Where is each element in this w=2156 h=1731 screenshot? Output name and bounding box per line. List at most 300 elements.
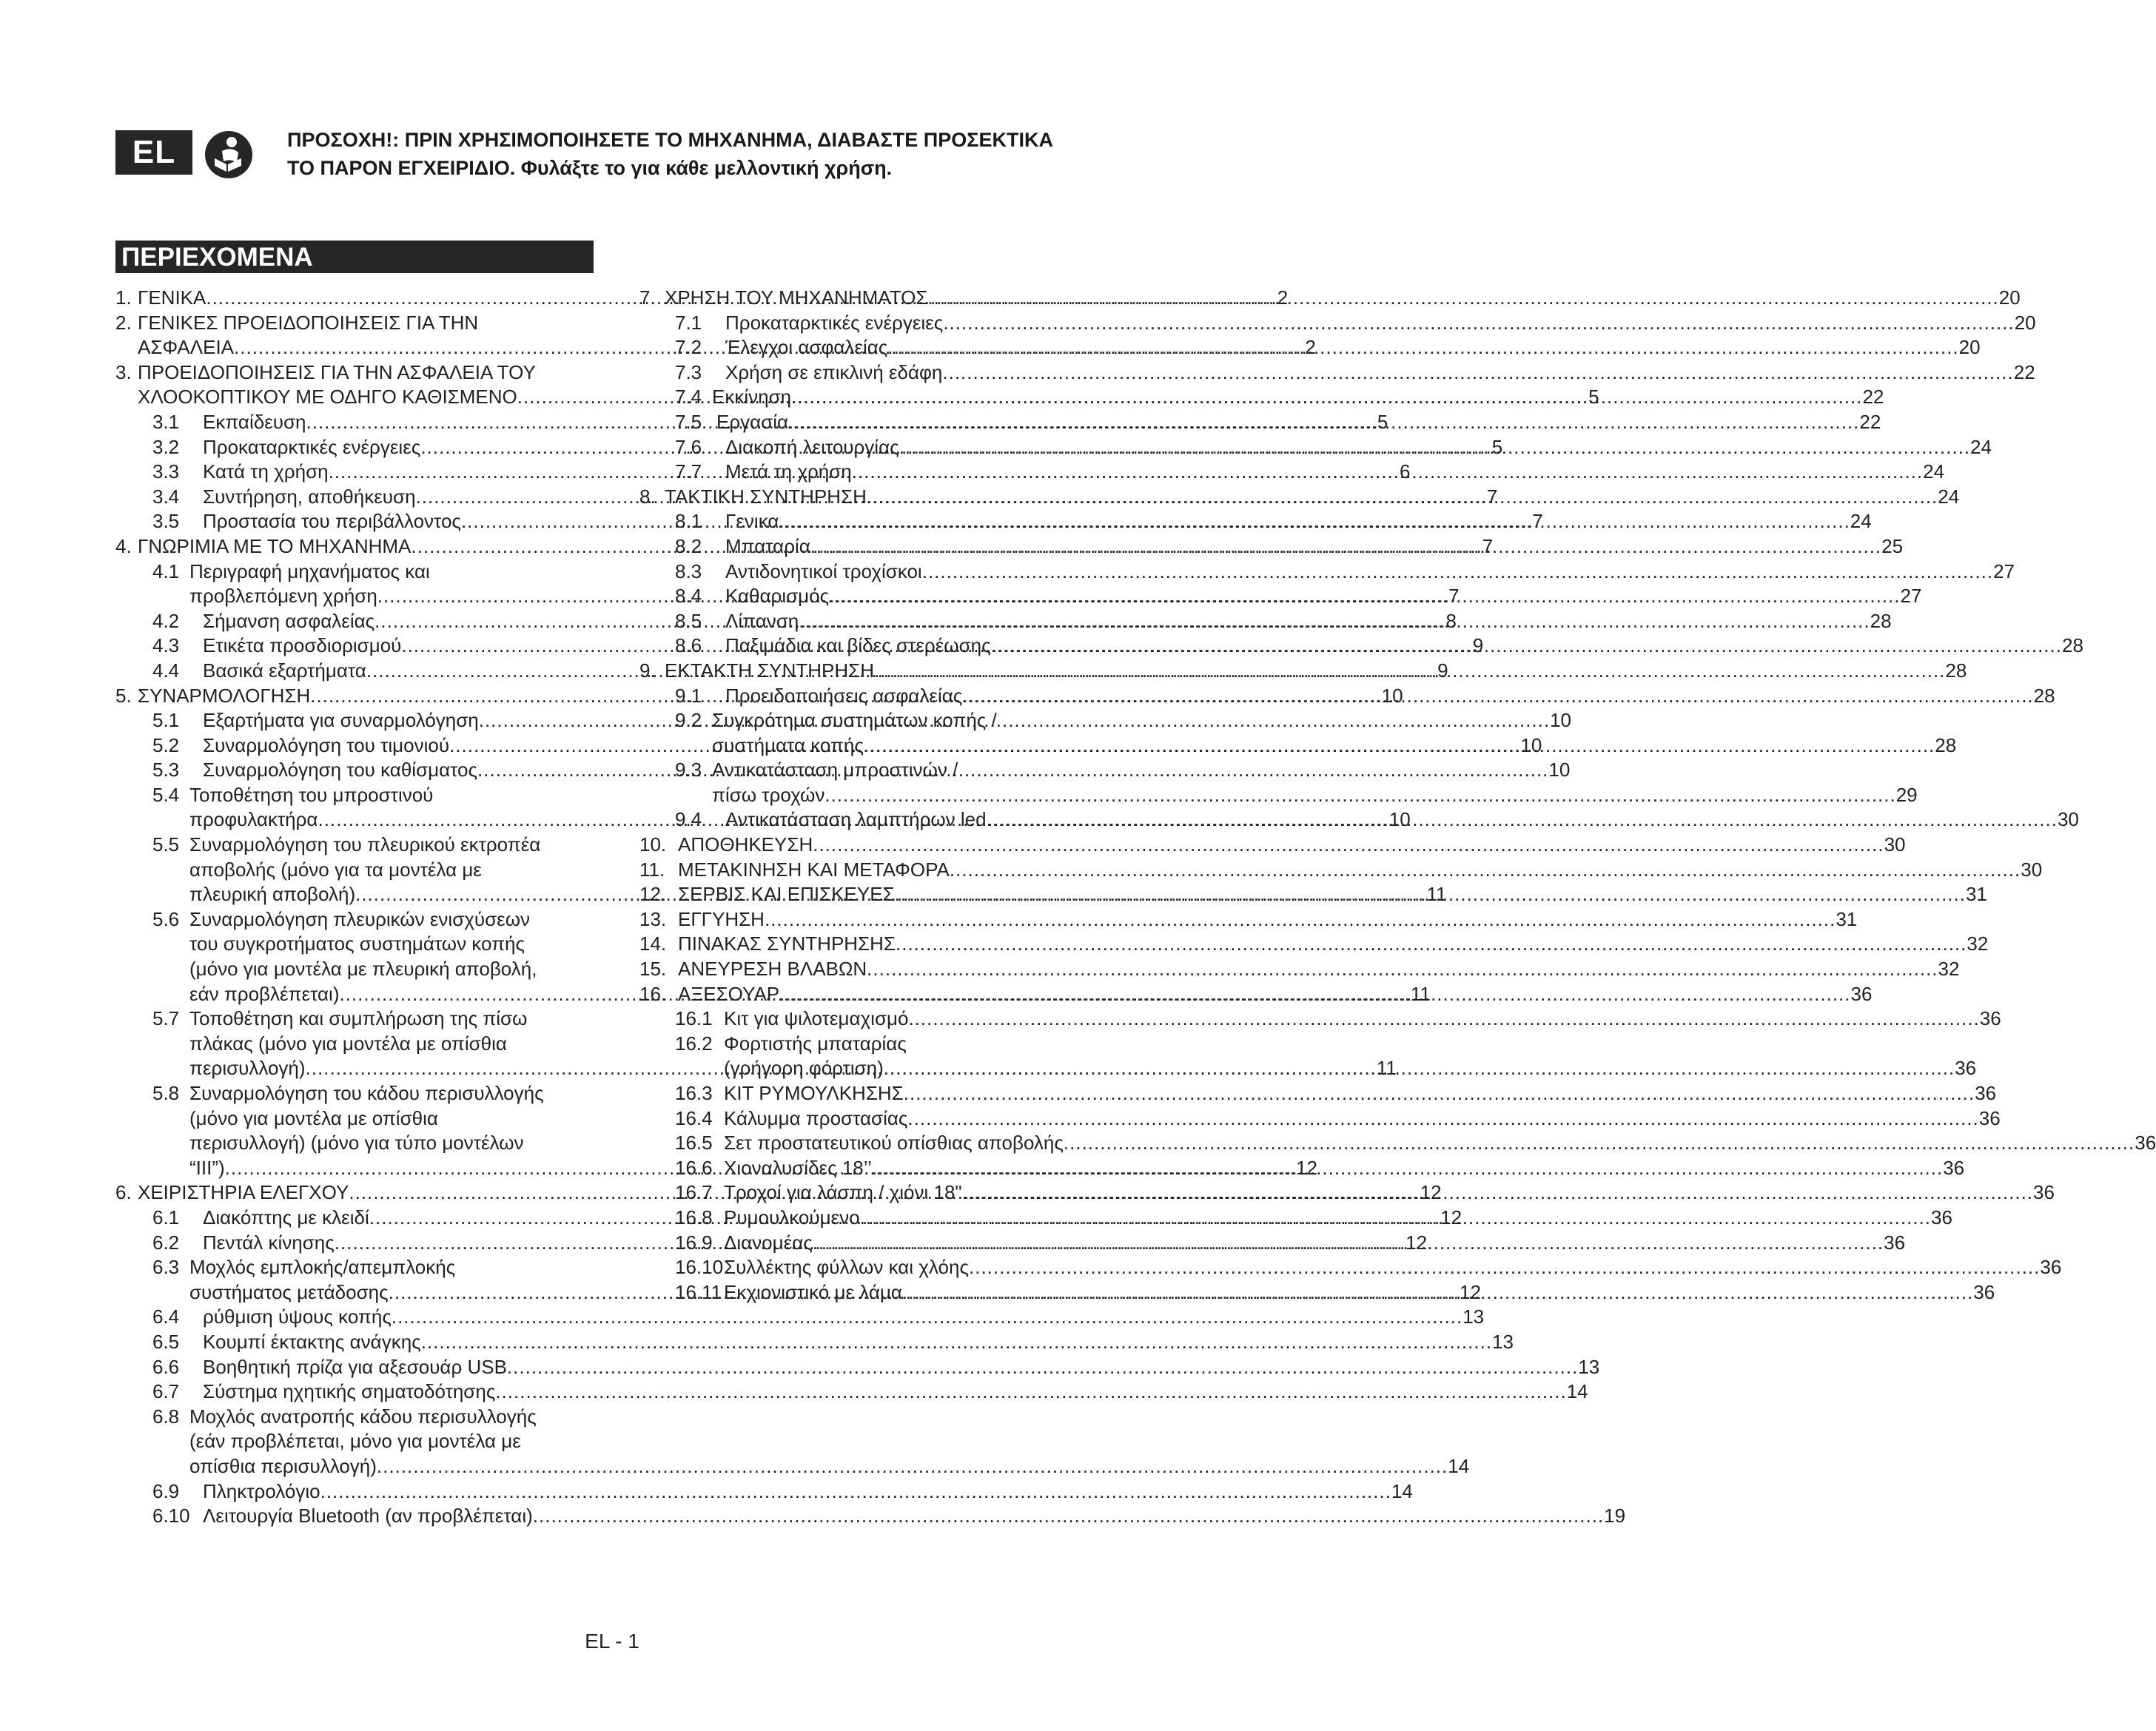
toc-entry-title: Κιτ για ψιλοτεμαχισμό xyxy=(724,1007,909,1030)
toc-entry-page: 14 xyxy=(1391,1479,1413,1502)
page-number: EL - 1 xyxy=(585,1630,639,1653)
dot-leader xyxy=(377,1454,1448,1479)
toc-entry[interactable] xyxy=(639,1006,2001,1032)
dot-leader xyxy=(779,982,1850,1007)
safety-warning xyxy=(287,126,1138,182)
dot-leader xyxy=(962,684,2033,709)
toc-entry-number: 4. xyxy=(115,534,132,557)
toc-entry-title: Συγκρότημα συστημάτων κοπής / xyxy=(712,709,997,732)
toc-entry-page: 10 xyxy=(1381,684,1403,707)
toc-entry-title: ΑΠΟΘΗΚΕΥΣΗ xyxy=(678,833,813,856)
toc-entry-page: 30 xyxy=(2021,858,2043,881)
toc-entry-title: Συναρμολόγηση του κάδου περισυλλογής xyxy=(189,1082,544,1104)
toc-entry[interactable] xyxy=(639,410,1881,435)
toc-entry-number: 13. xyxy=(639,907,667,930)
toc-entry-page: 32 xyxy=(1967,932,1989,955)
toc-entry-page: 27 xyxy=(1900,585,1922,608)
dot-leader xyxy=(872,1156,1943,1181)
dot-leader xyxy=(765,907,1836,932)
toc-entry[interactable] xyxy=(639,584,1922,609)
toc-entry-page: 10 xyxy=(1548,759,1571,782)
dot-leader xyxy=(1064,1131,2135,1156)
toc-entry-number: 8.1 xyxy=(675,510,702,533)
toc-entry-page: 20 xyxy=(1958,336,1981,359)
toc-entry-page: 24 xyxy=(1923,460,1945,483)
toc-entry-title: ΣΥΝΑΡΜΟΛΟΓΗΣΗ xyxy=(138,684,311,707)
toc-entry-page: 19 xyxy=(1604,1505,1626,1527)
toc-entry-page: 11 xyxy=(1410,982,1431,1005)
toc-entry-page: 2 xyxy=(1277,286,1289,309)
toc-entry-title: ΑΣΦΑΛΕΙΑ xyxy=(138,336,235,359)
toc-entry-title: Έλεγχοι ασφαλείας xyxy=(725,336,888,359)
toc-entry-number: 16.9 xyxy=(675,1231,713,1254)
toc-entry-page: 7 xyxy=(1448,585,1460,608)
read-manual-icon xyxy=(204,130,253,179)
toc-entry-page: 12 xyxy=(1406,1231,1428,1254)
toc-entry-number: 5.4 xyxy=(152,783,180,806)
toc-entry-page: 2 xyxy=(1305,336,1316,359)
toc-entry-number: 8. xyxy=(639,485,656,508)
toc-entry-number: 9.1 xyxy=(675,684,702,707)
toc-entry-page: 7 xyxy=(1486,485,1498,508)
toc-entry-title: προφυλακτήρα xyxy=(189,808,318,831)
toc-entry-page: 28 xyxy=(1945,659,1967,682)
toc-entry-title: Εκκίνηση xyxy=(712,386,792,409)
dot-leader xyxy=(813,1231,1884,1256)
toc-entry-number: 11. xyxy=(639,858,665,881)
toc-entry-title: οπίσθια περισυλλογή) xyxy=(189,1454,377,1477)
toc-entry-number: 4.1 xyxy=(152,559,180,582)
warning-line-1: ΠΡΟΣΟΧΗ!: ΠΡΙΝ ΧΡΗΣΙΜΟΠΟΙΗΣΕΤΕ ΤΟ ΜΗΧΑΝΗΜΑ, ΔΙΑΒΑΣΤΕ ΠΡΟΣΕΚΤΙΚΑ xyxy=(287,129,1053,151)
toc-entry-title: πίσω τροχών xyxy=(712,783,825,806)
toc-entry[interactable] xyxy=(115,1305,1485,1330)
toc-entry[interactable] xyxy=(639,907,1858,932)
toc-entry-title: Τοποθέτηση και συμπλήρωση της πίσω xyxy=(189,1007,528,1030)
toc-entry-number: 15. xyxy=(639,958,667,981)
toc-entry-number: 7.1 xyxy=(675,311,702,334)
dot-leader xyxy=(320,1479,1391,1505)
toc-right-column xyxy=(639,286,2156,1305)
toc-entry-page: 20 xyxy=(2014,311,2036,334)
toc-entry-page: 36 xyxy=(2033,1181,2055,1204)
toc-entry-page: 6 xyxy=(1399,460,1411,483)
toc-entry-page: 28 xyxy=(1870,609,1892,632)
toc-entry-page: 14 xyxy=(1448,1454,1470,1477)
toc-entry[interactable] xyxy=(639,1255,2062,1280)
toc-entry-number: 16.4 xyxy=(675,1106,713,1129)
toc-entry[interactable] xyxy=(639,858,2043,883)
toc-entry-page: 12 xyxy=(1296,1156,1317,1179)
toc-entry-title: Βασικά εξαρτήματα xyxy=(203,659,366,682)
toc-entry-page: 13 xyxy=(1492,1330,1514,1353)
toc-entry-title: ΠΡΟΕΙΔΟΠΟΙΗΣΕΙΣ ΓΙΑ ΤΗΝ ΑΣΦΑΛΕΙΑ ΤΟΥ xyxy=(138,360,536,383)
toc-entry[interactable] xyxy=(115,1330,1514,1355)
toc-entry-number: 3.1 xyxy=(152,410,180,433)
toc-entry-title: ΜΕΤΑΚΙΝΗΣΗ ΚΑΙ ΜΕΤΑΦΟΡΑ xyxy=(678,858,950,881)
toc-entry-title: Προκαταρκτικές ενέργειες xyxy=(725,311,944,334)
toc-entry-number: 7.6 xyxy=(675,435,702,458)
dot-leader xyxy=(825,783,1895,808)
toc-entry-number: 8.3 xyxy=(675,559,702,582)
toc-entry-number: 6.2 xyxy=(152,1231,180,1254)
dot-leader xyxy=(495,1379,1566,1405)
toc-entry-title: Εκπαίδευση xyxy=(203,410,306,433)
toc-entry-number: 6.7 xyxy=(152,1380,180,1403)
toc-entry-number: 7.7 xyxy=(675,460,702,483)
toc-entry-title: Προειδοποιήσεις ασφαλείας xyxy=(725,684,963,707)
toc-entry-title: Προστασία του περιβάλλοντος xyxy=(203,510,461,533)
toc-entry[interactable] xyxy=(639,957,1960,982)
dot-leader xyxy=(884,1056,1955,1081)
toc-entry-title: αποβολής (μόνο για τα μοντέλα με xyxy=(189,858,482,881)
toc-entry-page: 9 xyxy=(1472,634,1484,657)
toc-entry-title: Χρήση σε επικλινή εδάφη xyxy=(725,360,943,383)
toc-entry-number: 16.8 xyxy=(675,1206,713,1228)
toc-entry-title: ΧΡΗΣΗ ΤΟΥ ΜΗΧΑΝΗΜΑΤΟΣ xyxy=(665,286,928,309)
warning-line-2: ΤΟ ΠΑΡΟΝ ΕΓΧΕΙΡΙΔΙΟ. Φυλάξτε το για κάθε μελλοντική χρήση. xyxy=(287,157,893,179)
toc-entry-title: (μόνο για μοντέλα με οπίσθια xyxy=(189,1106,438,1129)
toc-entry[interactable] xyxy=(115,1355,1600,1380)
toc-entry-number: 9.2 xyxy=(675,709,702,732)
toc-entry[interactable] xyxy=(639,509,1872,534)
dot-leader xyxy=(860,1206,1931,1231)
toc-entry-title: πλευρική αποβολή) xyxy=(189,883,356,906)
toc-entry-number: 16. xyxy=(639,982,667,1005)
toc-entry-page: 10 xyxy=(1550,709,1572,732)
dot-leader xyxy=(852,460,1923,485)
toc-entry-number: 5.5 xyxy=(152,833,180,856)
toc-entry-page: 36 xyxy=(1979,1007,2001,1030)
dot-leader xyxy=(864,733,1935,759)
toc-entry[interactable] xyxy=(639,1131,2156,1156)
toc-entry-number: 2. xyxy=(115,311,132,334)
toc-entry-number: 16.5 xyxy=(675,1132,713,1154)
toc-entry-page: 22 xyxy=(1862,386,1884,409)
toc-entry-page: 32 xyxy=(1938,958,1960,981)
toc-entry-number: 3.2 xyxy=(152,435,180,458)
dot-leader xyxy=(810,534,1881,559)
toc-entry[interactable] xyxy=(639,609,1892,634)
toc-entry-title: Διανομέας xyxy=(724,1231,813,1254)
toc-entry-title: Διακοπή λειτουργίας xyxy=(725,435,899,458)
toc-entry[interactable] xyxy=(639,435,1992,460)
toc-entry-title: ΣΕΡΒΙΣ ΚΑΙ ΕΠΙΣΚΕΥΕΣ xyxy=(678,883,895,906)
toc-entry-number: 5.7 xyxy=(152,1007,180,1030)
toc-entry-title: του συγκροτήματος συστημάτων κοπής xyxy=(189,932,525,955)
dot-leader xyxy=(887,335,1958,360)
toc-entry-number: 6.10 xyxy=(152,1505,190,1527)
toc-entry-number: 16.1 xyxy=(675,1007,713,1030)
toc-entry-title: Εξαρτήματα για συναρμολόγηση xyxy=(203,709,479,732)
toc-entry-title: Γενικα xyxy=(725,510,779,533)
toc-entry-title: Αντικατάσταση λαμπτήρων led xyxy=(725,808,987,831)
toc-entry-number: 7.2 xyxy=(675,336,702,359)
toc-entry-page: 28 xyxy=(1935,733,1957,756)
toc-entry-number: 4.2 xyxy=(152,609,180,632)
toc-entry-title: Περιγραφή μηχανήματος και xyxy=(189,559,430,582)
dot-leader xyxy=(779,509,1850,534)
dot-leader xyxy=(896,932,1967,957)
toc-entry-title: Ετικέτα προσδιορισμού xyxy=(203,634,402,657)
toc-entry[interactable] xyxy=(639,633,2083,659)
dot-leader xyxy=(829,584,1900,609)
toc-entry-page: 36 xyxy=(2135,1132,2156,1154)
toc-entry-title: Αντιδονητικοί τροχίσκοι xyxy=(725,559,922,582)
toc-entry-number: 4.4 xyxy=(152,659,180,682)
dot-leader xyxy=(902,1280,1973,1305)
toc-entry-title: “III”) xyxy=(189,1156,225,1179)
dot-leader xyxy=(899,435,1970,460)
toc-entry-page: 14 xyxy=(1566,1380,1588,1403)
toc-entry[interactable] xyxy=(115,1504,1626,1529)
toc-entry-page: 22 xyxy=(1859,410,1881,433)
toc-entry-page: 20 xyxy=(1998,286,2021,309)
toc-entry-title: ΕΚΤΑΚΤΗ ΣΥΝΤΗΡΗΣΗ xyxy=(665,659,875,682)
toc-entry-number: 1. xyxy=(115,286,132,309)
toc-entry-number: 9. xyxy=(639,659,656,682)
toc-entry-page: 5 xyxy=(1588,386,1599,409)
toc-entry-number: 16.10 xyxy=(675,1256,724,1279)
toc-entry-number: 6. xyxy=(115,1181,132,1204)
toc-entry[interactable] xyxy=(639,1106,2001,1132)
toc-entry-title: ΤΑΚΤΙΚΗ ΣΥΝΤΗΡΗΣΗ xyxy=(665,485,867,508)
toc-entry-page: 12 xyxy=(1460,1280,1481,1303)
toc-entry-title: Πεντάλ κίνησης xyxy=(203,1231,335,1254)
toc-entry-number: 7.3 xyxy=(675,360,702,383)
toc-entry-number: 4.3 xyxy=(152,634,180,657)
toc-entry-number: 7.5 xyxy=(675,410,702,433)
toc-entry-title: Μπαταρία xyxy=(725,534,810,557)
toc-entry-page: 36 xyxy=(1850,982,1873,1005)
dot-leader xyxy=(813,833,1884,858)
toc-entry-number: 14. xyxy=(639,932,667,955)
toc-entry-title: Σύστημα ηχητικής σηματοδότησης xyxy=(203,1380,496,1403)
toc-entry[interactable] xyxy=(639,385,1884,410)
toc-entry[interactable] xyxy=(639,286,2021,311)
toc-entry-number: 6.1 xyxy=(152,1206,180,1228)
toc-entry-title: Συντήρηση, αποθήκευση xyxy=(203,485,416,508)
toc-entry-title: ΓΝΩΡΙΜΙΑ ΜΕ ΤΟ ΜΗΧΑΝΗΜΑ xyxy=(138,534,412,557)
dot-leader xyxy=(867,957,1938,982)
toc-entry-number: 5. xyxy=(115,684,132,707)
dot-leader xyxy=(987,807,2058,833)
toc-entry-title: Καθαρισμός xyxy=(725,585,830,608)
toc-entry[interactable] xyxy=(639,485,1960,510)
toc-entry-number: 7. xyxy=(639,286,656,309)
toc-entry-number: 8.5 xyxy=(675,609,702,632)
toc-entry-number: 3. xyxy=(115,360,132,383)
toc-entry-title: Κουμπί έκτακτης ανάγκης xyxy=(203,1330,421,1353)
toc-entry[interactable] xyxy=(639,1081,1997,1106)
dot-leader xyxy=(895,882,1966,907)
toc-entry-number: 16.2 xyxy=(675,1032,713,1055)
toc-entry-number: 3.5 xyxy=(152,510,180,533)
toc-entry-number: 6.9 xyxy=(152,1479,180,1502)
dot-leader xyxy=(788,410,1859,435)
toc-entry-number: 16.7 xyxy=(675,1181,713,1204)
toc-entry-number: 5.8 xyxy=(152,1082,180,1104)
dot-leader xyxy=(507,1355,1578,1380)
toc-entry-number: 16.3 xyxy=(675,1082,713,1104)
toc-entry-title: Βοηθητική πρίζα για αξεσουάρ USB xyxy=(203,1355,507,1378)
toc-entry-page: 36 xyxy=(1884,1231,1906,1254)
dot-leader xyxy=(421,1330,1492,1355)
toc-entry-title: Λειτουργία Bluetooth (αν προβλέπεται) xyxy=(203,1505,533,1527)
toc-entry[interactable] xyxy=(639,534,1904,559)
toc-entry-title: Πληκτρολόγιο xyxy=(203,1479,320,1502)
toc-entry[interactable] xyxy=(639,833,1906,858)
toc-entry-title: περισυλλογή) (μόνο για τύπο μοντέλων xyxy=(189,1132,524,1154)
toc-entry-title: Τροχοί για λάσπη / χιόνι 18" xyxy=(724,1181,962,1204)
toc-entry-title: Συναρμολόγηση πλευρικών ενισχύσεων xyxy=(189,907,531,930)
toc-entry[interactable] xyxy=(639,460,1945,485)
toc-entry-page: 12 xyxy=(1440,1206,1462,1228)
toc-entry-title: ΧΛΟΟΚΟΠΤΙΚΟΥ ΜΕ ΟΔΗΓΟ ΚΑΘΙΣΜΕΝΟ xyxy=(138,386,517,409)
toc-entry-number: 7.4 xyxy=(675,386,702,409)
toc-entry-number: 8.4 xyxy=(675,585,702,608)
language-badge: EL xyxy=(115,130,192,175)
toc-entry-title: Διακόπτης με κλειδί xyxy=(203,1206,369,1228)
dot-leader xyxy=(950,858,2021,883)
toc-entry-page: 7 xyxy=(1532,510,1543,533)
toc-entry-number: 5.1 xyxy=(152,709,180,732)
toc-entry-number: 16.6 xyxy=(675,1156,713,1179)
toc-entry-number: 10. xyxy=(639,833,667,856)
dot-leader xyxy=(908,1006,1979,1032)
toc-entry-page: 10 xyxy=(1388,808,1411,831)
toc-entry-page: 27 xyxy=(1993,559,2015,582)
dot-leader xyxy=(907,1106,1978,1132)
toc-entry-title: Μετά τη χρήση xyxy=(725,460,852,483)
toc-entry-page: 24 xyxy=(1938,485,1960,508)
toc-entry-title: Παξιμάδια και βίδες στερέωσης xyxy=(725,634,991,657)
toc-entry-number: 6.5 xyxy=(152,1330,180,1353)
toc-entry[interactable] xyxy=(115,1379,1588,1405)
toc-entry-number: 8.2 xyxy=(675,534,702,557)
toc-entry-title: περισυλλογή) xyxy=(189,1057,306,1080)
toc-entry-title: ΧΕΙΡΙΣΤΗΡΙΑ ΕΛΕΓΧΟΥ xyxy=(138,1181,349,1204)
toc-entry-page: 30 xyxy=(1884,833,1906,856)
toc-entry-page: 7 xyxy=(1482,534,1494,557)
toc-entry[interactable] xyxy=(639,559,2015,585)
dot-leader xyxy=(927,286,1998,311)
toc-entry-title: Φορτιστής μπαταρίας xyxy=(724,1032,907,1055)
toc-entry-title: Εκχιονιστικό με λάμα xyxy=(724,1280,902,1303)
toc-entry-page: 8 xyxy=(1445,609,1457,632)
toc-entry-page: 22 xyxy=(2013,360,2035,383)
toc-entry-title: Εργασία xyxy=(716,410,789,433)
dot-leader xyxy=(799,609,1870,634)
toc-entry-title: Χιοναλυσίδες 18’’ xyxy=(724,1156,872,1179)
toc-entry-title: Συναρμολόγηση του πλευρικού εκτροπέα xyxy=(189,833,541,856)
toc-entry-number: 9.4 xyxy=(675,808,702,831)
toc-entry[interactable] xyxy=(639,932,1989,957)
toc-entry[interactable] xyxy=(115,1405,1470,1479)
toc-entry-title: ΓΕΝΙΚΕΣ ΠΡΟΕΙΔΟΠΟΙΗΣΕΙΣ ΓΙΑ ΤΗΝ xyxy=(138,311,479,334)
toc-entry-number: 3.3 xyxy=(152,460,180,483)
toc-entry-page: 5 xyxy=(1377,410,1388,433)
toc-entry-title: Ρυμουλκούμενο xyxy=(724,1206,860,1228)
dot-leader xyxy=(991,633,2062,659)
toc-entry-page: 24 xyxy=(1850,510,1872,533)
toc-entry-title: Μοχλός ανατροπής κάδου περισυλλογής xyxy=(189,1405,537,1428)
toc-entry-title: προβλεπόμενη χρήση xyxy=(189,585,377,608)
dot-leader xyxy=(533,1504,1604,1529)
toc-entry-number: 6.6 xyxy=(152,1355,180,1378)
dot-leader xyxy=(874,659,1945,684)
toc-entry-page: 28 xyxy=(2062,634,2083,657)
toc-entry-title: ΕΓΓΥΗΣΗ xyxy=(678,907,765,930)
toc-entry-number: 5.6 xyxy=(152,907,180,930)
toc-entry-title: ΓΕΝΙΚΑ xyxy=(138,286,206,309)
toc-entry-page: 11 xyxy=(1376,1057,1397,1080)
toc-entry-title: πλάκας (μόνο για μοντέλα με οπίσθια xyxy=(189,1032,507,1055)
toc-entry-title: Λίπανση xyxy=(725,609,799,632)
dot-leader xyxy=(943,311,2014,336)
dot-leader xyxy=(942,360,2013,386)
toc-entry-page: 25 xyxy=(1881,534,1904,557)
toc-entry-title: ΑΝΕΥΡΕΣΗ ΒΛΑΒΩΝ xyxy=(678,958,867,981)
toc-entry-page: 36 xyxy=(1943,1156,1965,1179)
toc-entry-page: 11 xyxy=(1426,883,1447,906)
toc-entry-title: Κατά τη χρήση xyxy=(203,460,329,483)
toc-entry[interactable] xyxy=(639,659,1967,684)
toc-entry-page: 28 xyxy=(2033,684,2055,707)
toc-entry-page: 36 xyxy=(1930,1206,1952,1228)
dot-leader xyxy=(904,1081,1975,1106)
dot-leader xyxy=(867,485,1938,510)
toc-entry-page: 10 xyxy=(1520,733,1542,756)
toc-entry-page: 36 xyxy=(1955,1057,1977,1080)
toc-entry-number: 6.8 xyxy=(152,1405,180,1428)
toc-entry-title: Συλλέκτης φύλλων και χλόης xyxy=(724,1256,969,1279)
toc-entry-page: 36 xyxy=(1975,1082,1997,1104)
toc-entry-number: 16.11 xyxy=(675,1280,722,1303)
toc-entry-page: 31 xyxy=(1836,907,1858,930)
toc-entry[interactable] xyxy=(639,311,2036,336)
toc-entry-page: 30 xyxy=(2057,808,2079,831)
toc-entry-title: Μοχλός εμπλοκής/απεμπλοκής xyxy=(189,1256,456,1279)
toc-entry-title: συστήματος μετάδοσης xyxy=(189,1280,389,1303)
toc-entry-title: Προκαταρκτικές ενέργειες xyxy=(203,435,421,458)
toc-entry-page: 5 xyxy=(1491,435,1503,458)
toc-entry-page: 24 xyxy=(1970,435,1992,458)
toc-entry[interactable] xyxy=(115,1479,1413,1505)
toc-entry-page: 36 xyxy=(2040,1256,2062,1279)
toc-entry-number: 5.2 xyxy=(152,733,180,756)
toc-entry-page: 31 xyxy=(1965,883,1987,906)
toc-entry-number: 12. xyxy=(639,883,667,906)
toc-entry-title: Σετ προστατευτικού οπίσθιας αποβολής xyxy=(724,1132,1064,1154)
toc-entry-title: συστήματα κοπής xyxy=(712,733,864,756)
toc-entry-title: ρύθμιση ύψους κοπής xyxy=(203,1305,392,1328)
toc-entry-number: 6.4 xyxy=(152,1305,180,1328)
dot-leader xyxy=(922,559,1993,585)
toc-entry-page: 13 xyxy=(1578,1355,1600,1378)
toc-entry-title: Συναρμολόγηση του καθίσματος xyxy=(203,759,478,782)
toc-entry-number: 8.6 xyxy=(675,634,702,657)
toc-entry-title: ΚΙΤ ΡΥΜΟΥΛΚΗΣΗΣ xyxy=(724,1082,904,1104)
toc-entry-title: Τοποθέτηση του μπροστινού xyxy=(189,783,434,806)
toc-entry[interactable] xyxy=(639,360,2035,386)
toc-entry-number: 6.3 xyxy=(152,1256,180,1279)
toc-entry-page: 12 xyxy=(1420,1181,1442,1204)
toc-entry-page: 36 xyxy=(1978,1106,2001,1129)
toc-entry-number: 9.3 xyxy=(675,759,702,782)
toc-entry-title: Συναρμολόγηση του τιμονιού xyxy=(203,733,450,756)
toc-entry-page: 9 xyxy=(1437,659,1448,682)
toc-entry[interactable] xyxy=(639,335,1981,360)
